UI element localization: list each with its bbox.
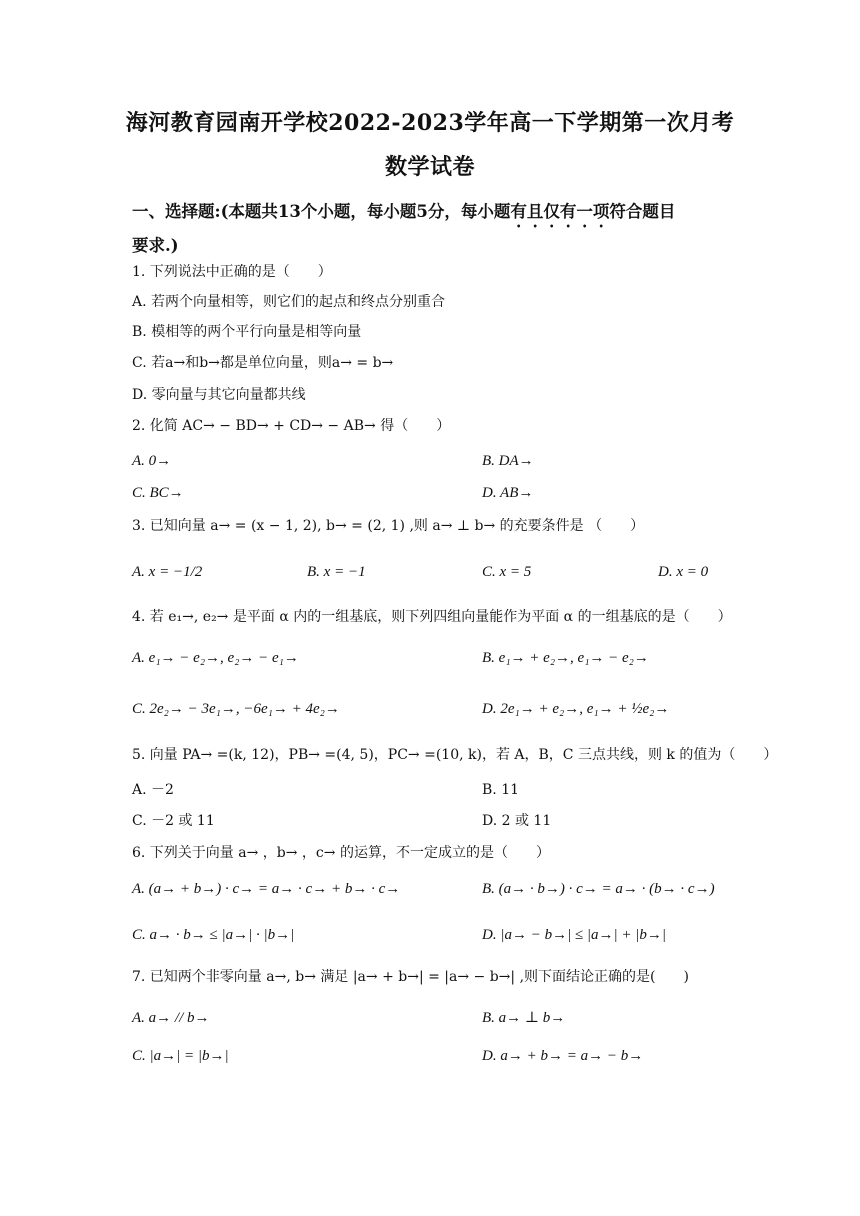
question-3-option-a: A. x = −1/2 (132, 564, 203, 580)
question-6-option-d: D. |a→ − b→| ≤ |a→| + |b→| (482, 927, 667, 943)
question-3-option-b: B. x = −1 (307, 564, 366, 580)
question-7-option-c: C. |a→| = |b→| (132, 1048, 229, 1064)
question-2-stem: 2. 化简 AC→ − BD→ + CD→ − AB→ 得（ ） (132, 418, 451, 434)
question-2-option-d: D. AB→ (482, 485, 534, 501)
question-7-option-b: B. a→ ⊥ b→ (482, 1010, 566, 1026)
question-6-stem: 6. 下列关于向量 a→ ，b→ ，c→ 的运算，不一定成立的是（ ） (132, 845, 550, 861)
question-6-option-b: B. (a→ · b→) · c→ = a→ · (b→ · c→) (482, 881, 715, 897)
question-1-option-c: C. 若a→和b→都是单位向量，则a→ = b→ (132, 355, 394, 371)
question-2-option-a: A. 0→ (132, 453, 172, 469)
question-1-stem: 1. 下列说法中正确的是（ ） (132, 264, 332, 280)
question-4-option-b: B. e₁→ + e₂→, e₁→ − e₂→ (482, 650, 649, 666)
section-heading (132, 198, 675, 231)
question-4-option-a: A. e₁→ − e₂→, e₂→ − e₁→ (132, 650, 299, 666)
section-heading-line2: 要求.) (132, 236, 179, 255)
question-5-option-a: A. －2 (132, 782, 174, 798)
question-5-option-d: D. 2 或 11 (482, 813, 552, 829)
exam-subtitle: 数学试卷 (384, 154, 475, 180)
question-5-option-c: C. －2 或 11 (132, 813, 215, 829)
section-heading-emphasis: 有且仅有一项 (510, 202, 610, 221)
question-1-option-a: A. 若两个向量相等，则它们的起点和终点分别重合 (132, 294, 446, 310)
question-5-stem: 5. 向量 PA→ =(k, 12)，PB→ =(4, 5)，PC→ =(10, k)，若 A，B，C 三点共线，则 k 的值为（ ） (132, 747, 778, 763)
section-heading-text-a: 一、选择题:(本题共13个小题，每小题5分，每小题 (132, 202, 511, 221)
question-7-option-d: D. a→ + b→ = a→ − b→ (482, 1048, 644, 1064)
question-3-stem: 3. 已知向量 a→ = (x − 1, 2), b→ = (2, 1) ,则 a→ ⊥ b→ 的充要条件是 （ ） (132, 518, 645, 534)
question-3-option-c: C. x = 5 (482, 564, 532, 580)
question-6-option-a: A. (a→ + b→) · c→ = a→ · c→ + b→ · c→ (132, 881, 401, 897)
question-7-stem: 7. 已知两个非零向量 a→, b→ 满足 |a→ + b→| = |a→ − b→| ,则下面结论正确的是( ) (132, 969, 689, 985)
question-4-option-c: C. 2e₂→ − 3e₁→, −6e₁→ + 4e₂→ (132, 701, 340, 717)
question-3-option-d: D. x = 0 (658, 564, 709, 580)
question-1-option-d: D. 零向量与其它向量都共线 (132, 387, 306, 403)
exam-title: 海河教育园南开学校2022-2023学年高一下学期第一次月考 (125, 110, 735, 136)
question-5-option-b: B. 11 (482, 782, 520, 798)
question-2-option-c: C. BC→ (132, 485, 184, 501)
question-4-stem: 4. 若 e₁→, e₂→ 是平面 α 内的一组基底，则下列四组向量能作为平面 α 的一组基底的是（ ） (132, 609, 732, 625)
question-7-option-a: A. a→ // b→ (132, 1010, 210, 1026)
question-1-option-b: B. 模相等的两个平行向量是相等向量 (132, 324, 362, 340)
question-2-option-b: B. DA→ (482, 453, 534, 469)
section-heading-text-b: 符合题目 (609, 202, 676, 221)
question-6-option-c: C. a→ · b→ ≤ |a→| · |b→| (132, 927, 295, 943)
question-4-option-d: D. 2e₁→ + e₂→, e₁→ + ½e₂→ (482, 701, 670, 717)
